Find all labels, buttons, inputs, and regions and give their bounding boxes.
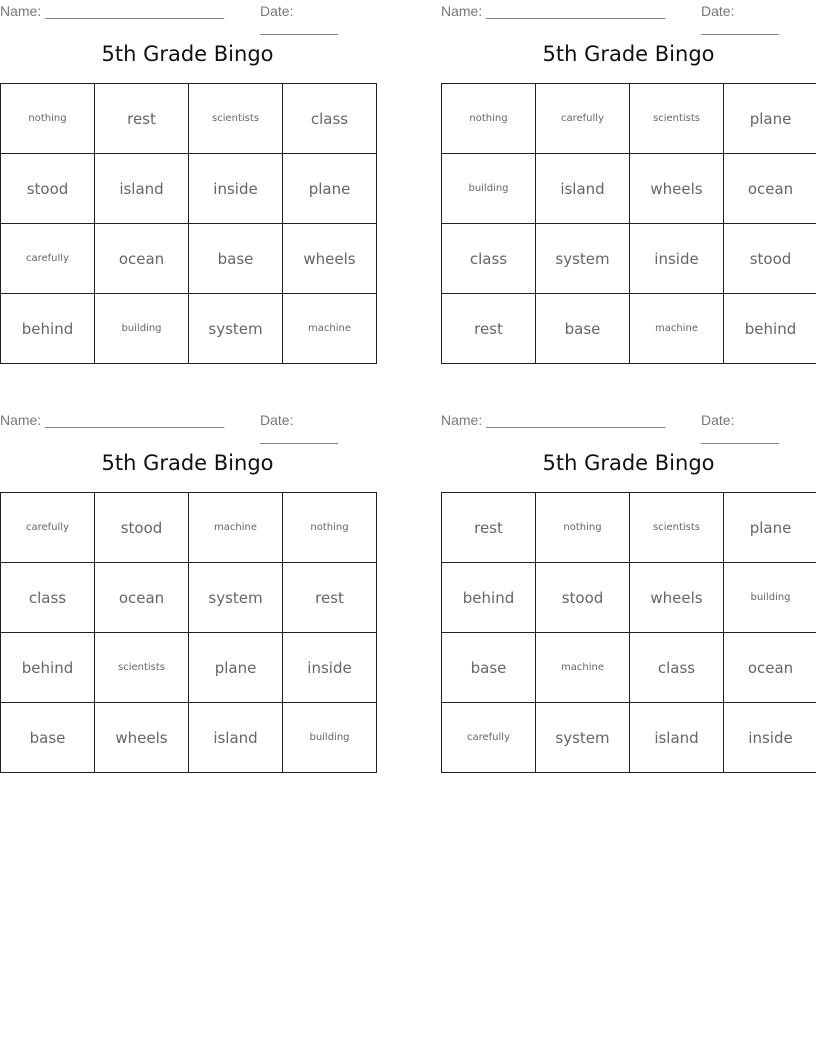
bingo-cell: island xyxy=(95,154,189,224)
bingo-cell: stood xyxy=(536,563,630,633)
bingo-grid xyxy=(441,492,816,773)
bingo-cell: base xyxy=(1,703,95,773)
grid-row xyxy=(1,154,377,224)
bingo-cell: carefully xyxy=(442,703,536,773)
bingo-cell: wheels xyxy=(95,703,189,773)
date-field-label: Date: __________ xyxy=(701,412,779,444)
bingo-cell: nothing xyxy=(442,84,536,154)
bingo-cell: nothing xyxy=(1,84,95,154)
grid-row xyxy=(1,294,377,364)
bingo-cell: machine xyxy=(283,294,377,364)
bingo-cell: inside xyxy=(630,224,724,294)
bingo-cell: building xyxy=(442,154,536,224)
bingo-cell: plane xyxy=(189,633,283,703)
name-field-label: Name: _______________________ xyxy=(441,3,666,19)
bingo-cell: inside xyxy=(189,154,283,224)
grid-row xyxy=(442,703,816,773)
card-header xyxy=(441,0,816,35)
grid-row xyxy=(1,493,377,563)
bingo-cell: base xyxy=(442,633,536,703)
bingo-cell: ocean xyxy=(724,154,816,224)
bingo-cell: island xyxy=(536,154,630,224)
bingo-cell: scientists xyxy=(189,84,283,154)
bingo-cell: base xyxy=(189,224,283,294)
bingo-cell: machine xyxy=(536,633,630,703)
bingo-cell: ocean xyxy=(95,224,189,294)
bingo-cell: building xyxy=(724,563,816,633)
bingo-cell: plane xyxy=(283,154,377,224)
bingo-cell: building xyxy=(283,703,377,773)
bingo-cell: island xyxy=(630,703,724,773)
grid-row xyxy=(442,294,816,364)
bingo-cell: ocean xyxy=(95,563,189,633)
bingo-cell: carefully xyxy=(536,84,630,154)
bingo-cell: carefully xyxy=(1,493,95,563)
name-field-label: Name: _______________________ xyxy=(0,412,225,428)
grid-row xyxy=(442,84,816,154)
bingo-cell: stood xyxy=(95,493,189,563)
card-title: 5th Grade Bingo xyxy=(101,42,274,66)
bingo-cell: system xyxy=(189,563,283,633)
card-header xyxy=(441,409,816,444)
bingo-cell: ocean xyxy=(724,633,816,703)
grid-row xyxy=(1,224,377,294)
card-header xyxy=(0,0,375,35)
bingo-grid xyxy=(0,83,377,364)
date-field-label: Date: __________ xyxy=(260,412,338,444)
bingo-cell: carefully xyxy=(1,224,95,294)
bingo-cell: system xyxy=(536,224,630,294)
bingo-cell: machine xyxy=(630,294,724,364)
card-header xyxy=(0,409,375,444)
date-field-label: Date: __________ xyxy=(260,3,338,35)
grid-row xyxy=(1,633,377,703)
bingo-cell: rest xyxy=(95,84,189,154)
card-title: 5th Grade Bingo xyxy=(101,451,274,475)
bingo-cell: nothing xyxy=(283,493,377,563)
grid-row xyxy=(1,703,377,773)
grid-row xyxy=(1,84,377,154)
card-title: 5th Grade Bingo xyxy=(542,451,715,475)
card-title: 5th Grade Bingo xyxy=(542,42,715,66)
bingo-cell: scientists xyxy=(630,84,724,154)
name-field-label: Name: _______________________ xyxy=(441,412,666,428)
bingo-cell: nothing xyxy=(536,493,630,563)
bingo-grid xyxy=(0,492,377,773)
date-field-label: Date: __________ xyxy=(701,3,779,35)
bingo-cell: scientists xyxy=(630,493,724,563)
bingo-cell: class xyxy=(630,633,724,703)
bingo-cell: wheels xyxy=(630,154,724,224)
bingo-cell: wheels xyxy=(630,563,724,633)
bingo-cell: wheels xyxy=(283,224,377,294)
bingo-grid xyxy=(441,83,816,364)
bingo-cell: island xyxy=(189,703,283,773)
bingo-cell: base xyxy=(536,294,630,364)
grid-row xyxy=(442,224,816,294)
bingo-cell: behind xyxy=(724,294,816,364)
bingo-cell: inside xyxy=(724,703,816,773)
bingo-cell: plane xyxy=(724,493,816,563)
bingo-cell: system xyxy=(189,294,283,364)
bingo-cell: building xyxy=(95,294,189,364)
bingo-cell: behind xyxy=(1,294,95,364)
bingo-cell: stood xyxy=(1,154,95,224)
bingo-cell: class xyxy=(442,224,536,294)
bingo-cell: inside xyxy=(283,633,377,703)
bingo-cell: behind xyxy=(442,563,536,633)
grid-row xyxy=(442,493,816,563)
bingo-cell: rest xyxy=(442,493,536,563)
grid-row xyxy=(442,563,816,633)
grid-row xyxy=(1,563,377,633)
bingo-cell: rest xyxy=(442,294,536,364)
bingo-cell: stood xyxy=(724,224,816,294)
bingo-cell: class xyxy=(283,84,377,154)
bingo-cell: scientists xyxy=(95,633,189,703)
bingo-cell: class xyxy=(1,563,95,633)
name-field-label: Name: _______________________ xyxy=(0,3,225,19)
bingo-cell: behind xyxy=(1,633,95,703)
bingo-cell: system xyxy=(536,703,630,773)
grid-row xyxy=(442,154,816,224)
grid-row xyxy=(442,633,816,703)
bingo-cell: plane xyxy=(724,84,816,154)
bingo-cell: rest xyxy=(283,563,377,633)
bingo-cell: machine xyxy=(189,493,283,563)
